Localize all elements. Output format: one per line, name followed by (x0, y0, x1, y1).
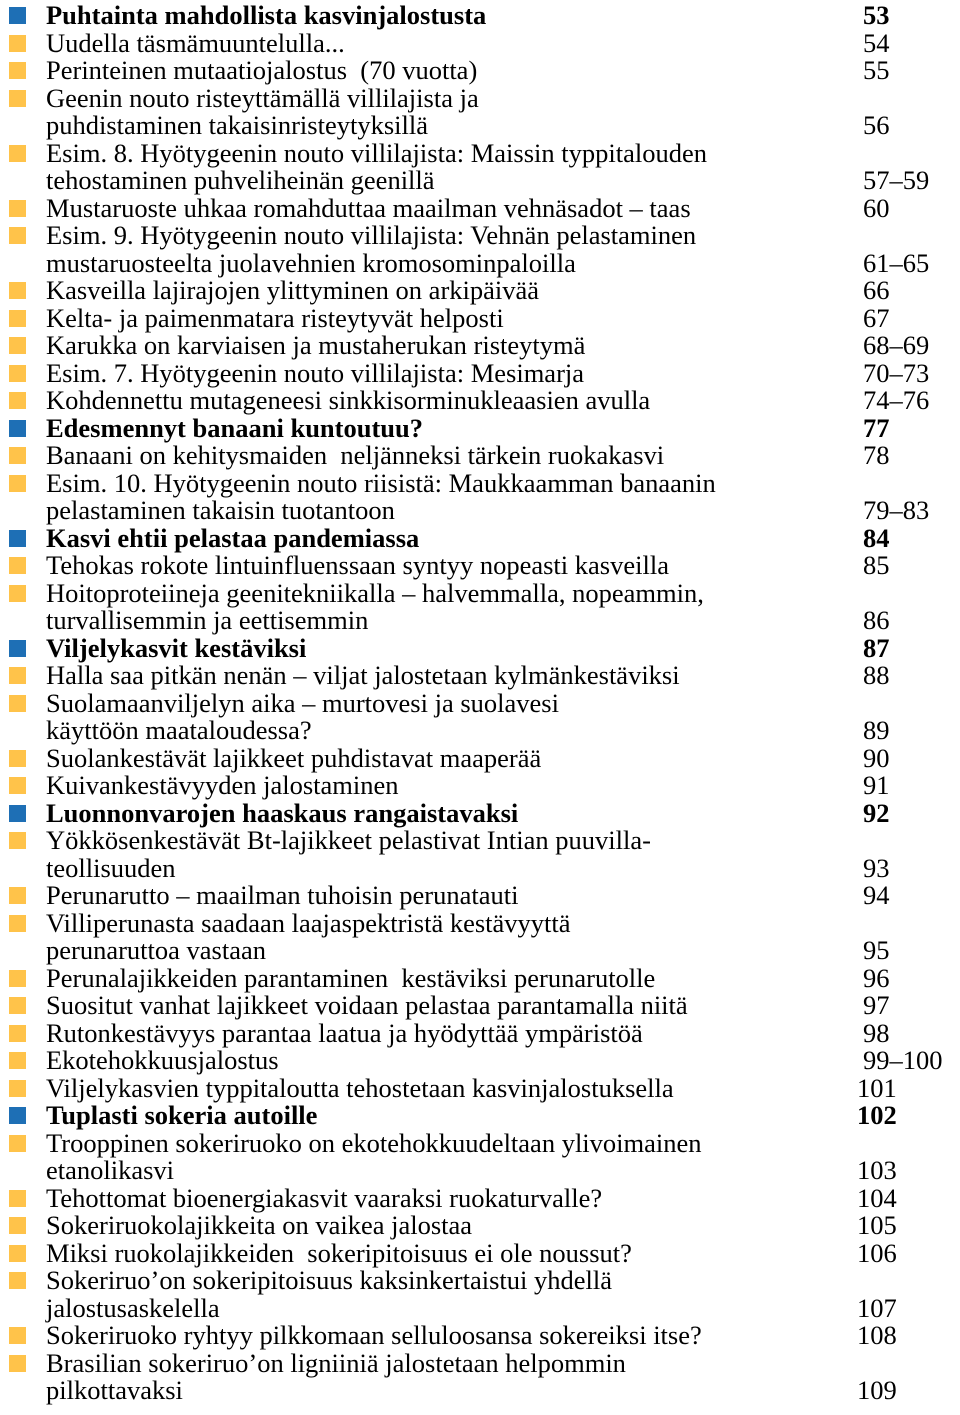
toc-page-number: 74–76 (863, 385, 930, 415)
toc-entry-title (46, 552, 846, 580)
toc-entry-title (46, 1347, 846, 1405)
toc-entry-title-line: Kelta- ja paimenmatara risteytyvät helposti (46, 302, 504, 333)
square-bullet-icon (9, 530, 26, 547)
toc-entry-title-line: pelastaminen takaisin tuotantoon (46, 495, 395, 525)
toc-entry-title-line: Sokeriruokolajikkeita on vaikea jalostaa (46, 1210, 473, 1240)
square-bullet-icon (9, 805, 26, 822)
toc-entry-title (46, 82, 846, 140)
toc-page-number: 91 (863, 770, 890, 800)
toc-entry-title (46, 2, 846, 30)
toc-entry-title-line: tehostaminen puhveliheinän geenillä (46, 165, 435, 195)
toc-entry-title (46, 1267, 846, 1322)
square-bullet-icon (9, 695, 26, 712)
toc-entry-title (46, 1047, 846, 1075)
toc-entry-title-line: jalostusaskelella (46, 1292, 220, 1323)
square-bullet-icon (9, 1025, 26, 1042)
toc-page-number: 85 (863, 550, 890, 580)
square-bullet-icon (9, 1107, 26, 1124)
toc-page-number: 92 (863, 797, 890, 828)
toc-entry (0, 277, 960, 305)
toc-entry-title (46, 1237, 846, 1268)
toc-entry (0, 962, 960, 993)
toc-entry-title-line: Luonnonvarojen haaskaus rangaistavaksi (46, 797, 519, 828)
toc-section-heading (0, 1102, 960, 1130)
square-bullet-icon (9, 557, 26, 574)
toc-page-number: 104 (857, 1182, 897, 1213)
toc-entry (0, 1072, 960, 1103)
toc-entry-title-line: Halla saa pitkän nenän – viljat jalostetaan kylmänkestäviksi (46, 660, 680, 690)
toc-entry-title-line: Tehottomat bioenergiakasvit vaaraksi ruokaturvalle? (46, 1182, 603, 1213)
square-bullet-icon (9, 447, 26, 464)
toc-entry-title (46, 467, 846, 525)
square-bullet-icon (9, 227, 26, 244)
square-bullet-icon (9, 337, 26, 354)
square-bullet-icon (9, 1190, 26, 1207)
toc-entry-title-line: Villiperunasta saadaan laajaspektristä kestävyyttä (46, 907, 571, 938)
toc-entry (0, 907, 960, 965)
toc-entry (0, 1182, 960, 1213)
toc-page-number: 55 (863, 55, 890, 85)
toc-entry (0, 1322, 960, 1350)
square-bullet-icon (9, 915, 26, 932)
square-bullet-icon (9, 200, 26, 217)
toc-entry-title-line: Brasilian sokeriruo’on ligniiniä jalostetaan helpommin (46, 1347, 626, 1378)
toc-entry-title (46, 962, 846, 993)
toc-section-heading (0, 797, 960, 828)
toc-entry (0, 467, 960, 525)
square-bullet-icon (9, 420, 26, 437)
toc-entry-title-line: Kohdennettu mutageneesi sinkkisorminukleaasien avulla (46, 385, 651, 415)
toc-page-number: 86 (863, 605, 890, 635)
square-bullet-icon (9, 585, 26, 602)
toc-entry-title-line: Miksi ruokolajikkeiden sokeripitoisuus ei ole noussut? (46, 1237, 632, 1268)
toc-entry (0, 137, 960, 195)
toc-page-number: 105 (857, 1210, 897, 1240)
toc-entry-title (46, 522, 846, 553)
toc-entry-title (46, 442, 846, 470)
toc-page-number: 57–59 (863, 165, 930, 195)
toc-page-number: 93 (863, 852, 890, 883)
square-bullet-icon (9, 1355, 26, 1372)
square-bullet-icon (9, 1217, 26, 1234)
toc-entry (0, 442, 960, 470)
toc-page-number: 67 (863, 302, 890, 333)
square-bullet-icon (9, 35, 26, 52)
toc-entry-title-line: Puhtainta mahdollista kasvinjalostusta (46, 0, 487, 30)
toc-page-number: 53 (863, 0, 890, 30)
toc-entry-title-line: Viljelykasvit kestäviksi (46, 632, 307, 663)
toc-page-number: 99–100 (863, 1045, 943, 1075)
toc-entry-title (46, 1182, 846, 1213)
toc-page-number: 106 (857, 1237, 897, 1268)
toc-entry (0, 222, 960, 277)
toc-page-number: 66 (863, 275, 890, 305)
toc-entry-title (46, 277, 846, 305)
toc-page-number: 107 (857, 1292, 897, 1323)
square-bullet-icon (9, 145, 26, 162)
square-bullet-icon (9, 832, 26, 849)
toc-entry-title-line: Edesmennyt banaani kuntoutuu? (46, 412, 424, 443)
toc-section-heading (0, 522, 960, 553)
toc-entry-title-line: Perunalajikkeiden parantaminen kestäviksi perunarutolle (46, 962, 656, 993)
square-bullet-icon (9, 640, 26, 657)
square-bullet-icon (9, 392, 26, 409)
square-bullet-icon (9, 750, 26, 767)
toc-page-number: 89 (863, 715, 890, 745)
toc-entry-title (46, 57, 846, 85)
toc-page-number: 87 (863, 632, 890, 663)
toc-entry-title (46, 302, 846, 333)
toc-entry-title (46, 412, 846, 443)
toc-entry-title-line: Esim. 8. Hyötygeenin nouto villilajista: Maissin typpitalouden (46, 137, 707, 168)
toc-entry (0, 882, 960, 910)
toc-entry-title-line: Kasveilla lajirajojen ylittyminen on arkipäivää (46, 275, 540, 305)
toc-section-heading (0, 412, 960, 443)
toc-entry-title (46, 882, 846, 910)
toc-page-number: 68–69 (863, 330, 930, 360)
toc-entry-title-line: Perinteinen mutaatiojalostus (70 vuotta) (46, 55, 478, 85)
toc-entry-title-line: Esim. 9. Hyötygeenin nouto villilajista: Vehnän pelastaminen (46, 220, 697, 250)
toc-entry-title-line: Suolamaanviljelyn aika – murtovesi ja suolavesi (46, 687, 559, 718)
toc-entry (0, 1127, 960, 1185)
toc-page-number: 60 (863, 192, 890, 223)
square-bullet-icon (9, 1080, 26, 1097)
toc-entry-title-line: Sokeriruoko ryhtyy pilkkomaan selluloosansa sokereiksi itse? (46, 1320, 702, 1350)
toc-page-number: 77 (863, 412, 890, 443)
toc-entry-title (46, 1072, 846, 1103)
toc-entry-title-line: mustaruosteelta juolavehnien kromosominpaloilla (46, 247, 576, 278)
toc-entry-title-line: turvallisemmin ja eettisemmin (46, 605, 369, 635)
square-bullet-icon (9, 7, 26, 24)
toc-page-number: 101 (857, 1072, 897, 1103)
toc-entry-title (46, 632, 846, 663)
toc-entry-title-line: Ekotehokkuusjalostus (46, 1045, 279, 1075)
toc-page-number: 78 (863, 440, 890, 470)
square-bullet-icon (9, 667, 26, 684)
toc-entry (0, 192, 960, 223)
toc-entry-title (46, 1212, 846, 1240)
square-bullet-icon (9, 1245, 26, 1262)
toc-entry (0, 1017, 960, 1048)
toc-entry-title (46, 332, 846, 360)
toc-entry-title (46, 27, 846, 58)
toc-entry-title-line: Yökkösenkestävät Bt-lajikkeet pelastivat Intian puuvilla- (46, 825, 651, 855)
toc-entry-title-line: Geenin nouto risteyttämällä villilajista ja (46, 82, 479, 113)
toc-page-number: 102 (857, 1100, 897, 1130)
square-bullet-icon (9, 970, 26, 987)
toc-page-number: 88 (863, 660, 890, 690)
toc-entry-title (46, 797, 846, 828)
toc-entry-title-line: Sokeriruo’on sokeripitoisuus kaksinkertaistui yhdellä (46, 1265, 612, 1295)
toc-entry (0, 1347, 960, 1405)
toc-entry-title-line: käyttöön maataloudessa? (46, 715, 312, 745)
toc-entry-title (46, 357, 846, 388)
toc-entry-title (46, 1017, 846, 1048)
toc-entry-title (46, 992, 846, 1020)
toc-entry-title (46, 1102, 846, 1130)
toc-page-number: 98 (863, 1017, 890, 1048)
toc-entry-title (46, 742, 846, 773)
toc-page-number: 79–83 (863, 495, 930, 525)
table-of-contents (0, 2, 960, 1405)
square-bullet-icon (9, 475, 26, 492)
square-bullet-icon (9, 1052, 26, 1069)
toc-entry-title-line: Suolankestävät lajikkeet puhdistavat maaperää (46, 742, 542, 773)
toc-entry-title-line: Hoitoproteiineja geenitekniikalla – halvemmalla, nopeammin, (46, 577, 704, 608)
toc-entry (0, 27, 960, 58)
toc-entry (0, 332, 960, 360)
toc-entry (0, 82, 960, 140)
square-bullet-icon (9, 365, 26, 382)
toc-entry-title-line: Karukka on karviaisen ja mustaherukan risteytymä (46, 330, 586, 360)
square-bullet-icon (9, 282, 26, 299)
toc-page-number: 94 (863, 880, 890, 910)
toc-page-number: 70–73 (863, 357, 930, 388)
toc-entry-title-line: Perunarutto – maailman tuhoisin perunatauti (46, 880, 519, 910)
toc-entry-title (46, 662, 846, 690)
toc-page-number: 61–65 (863, 247, 930, 278)
toc-entry-title (46, 687, 846, 745)
toc-entry (0, 1047, 960, 1075)
toc-entry-title-line: teollisuuden (46, 852, 176, 883)
toc-entry-title (46, 827, 846, 882)
toc-page-number: 103 (857, 1155, 897, 1185)
toc-entry-title-line: Suositut vanhat lajikkeet voidaan pelastaa parantamalla niitä (46, 990, 688, 1020)
toc-entry-title-line: Trooppinen sokeriruoko on ekotehokkuudeltaan ylivoimainen (46, 1127, 702, 1158)
toc-page-number: 108 (857, 1320, 897, 1350)
toc-section-heading (0, 2, 960, 30)
toc-entry (0, 662, 960, 690)
toc-page-number: 84 (863, 522, 890, 553)
square-bullet-icon (9, 777, 26, 794)
toc-page-number: 54 (863, 27, 890, 58)
toc-entry (0, 57, 960, 85)
square-bullet-icon (9, 62, 26, 79)
toc-entry (0, 827, 960, 882)
toc-entry (0, 742, 960, 773)
square-bullet-icon (9, 1272, 26, 1289)
toc-entry-title (46, 1127, 846, 1185)
toc-entry-title-line: Banaani on kehitysmaiden neljänneksi tärkein ruokakasvi (46, 440, 665, 470)
toc-entry-title-line: Esim. 10. Hyötygeenin nouto riisistä: Maukkaamman banaanin (46, 467, 716, 498)
toc-entry-title-line: Esim. 7. Hyötygeenin nouto villilajista: Mesimarja (46, 357, 585, 388)
square-bullet-icon (9, 1135, 26, 1152)
toc-page-number: 109 (857, 1375, 897, 1405)
toc-entry-title-line: Kasvi ehtii pelastaa pandemiassa (46, 522, 420, 553)
toc-page-number: 90 (863, 742, 890, 773)
toc-entry-title-line: Rutonkestävyys parantaa laatua ja hyödyttää ympäristöä (46, 1017, 643, 1048)
toc-page-number: 96 (863, 962, 890, 993)
toc-entry (0, 577, 960, 635)
toc-entry-title-line: Tehokas rokote lintuinfluenssaan syntyy nopeasti kasveilla (46, 550, 669, 580)
toc-entry-title-line: Uudella täsmämuuntelulla... (46, 27, 345, 58)
toc-entry-title-line: Mustaruoste uhkaa romahduttaa maailman vehnäsadot – taas (46, 192, 691, 223)
toc-entry (0, 992, 960, 1020)
square-bullet-icon (9, 90, 26, 107)
toc-page-number: 56 (863, 110, 890, 140)
toc-entry (0, 1267, 960, 1322)
toc-entry-title-line: etanolikasvi (46, 1155, 175, 1185)
toc-entry-title-line: puhdistaminen takaisinristeytyksillä (46, 110, 428, 140)
toc-entry-title (46, 1322, 846, 1350)
toc-entry (0, 302, 960, 333)
toc-page-number: 97 (863, 990, 890, 1020)
toc-entry-title-line: perunaruttoa vastaan (46, 935, 266, 965)
toc-entry-title (46, 137, 846, 195)
toc-entry (0, 1237, 960, 1268)
toc-section-heading (0, 632, 960, 663)
toc-entry-title-line: Tuplasti sokeria autoille (46, 1100, 318, 1130)
toc-entry-title-line: pilkottavaksi (46, 1375, 183, 1405)
toc-entry-title-line: Kuivankestävyyden jalostaminen (46, 770, 399, 800)
square-bullet-icon (9, 310, 26, 327)
toc-entry-title (46, 772, 846, 800)
square-bullet-icon (9, 997, 26, 1014)
toc-entry (0, 687, 960, 745)
toc-entry-title (46, 907, 846, 965)
toc-entry-title-line: Viljelykasvien typpitaloutta tehostetaan kasvinjalostuksella (46, 1072, 674, 1103)
toc-entry (0, 1212, 960, 1240)
square-bullet-icon (9, 887, 26, 904)
toc-entry (0, 357, 960, 388)
toc-entry (0, 387, 960, 415)
square-bullet-icon (9, 1327, 26, 1344)
toc-page-number: 95 (863, 935, 890, 965)
toc-entry-title (46, 577, 846, 635)
toc-entry (0, 552, 960, 580)
toc-entry (0, 772, 960, 800)
toc-entry-title (46, 387, 846, 415)
toc-entry-title (46, 192, 846, 223)
toc-entry-title (46, 222, 846, 277)
